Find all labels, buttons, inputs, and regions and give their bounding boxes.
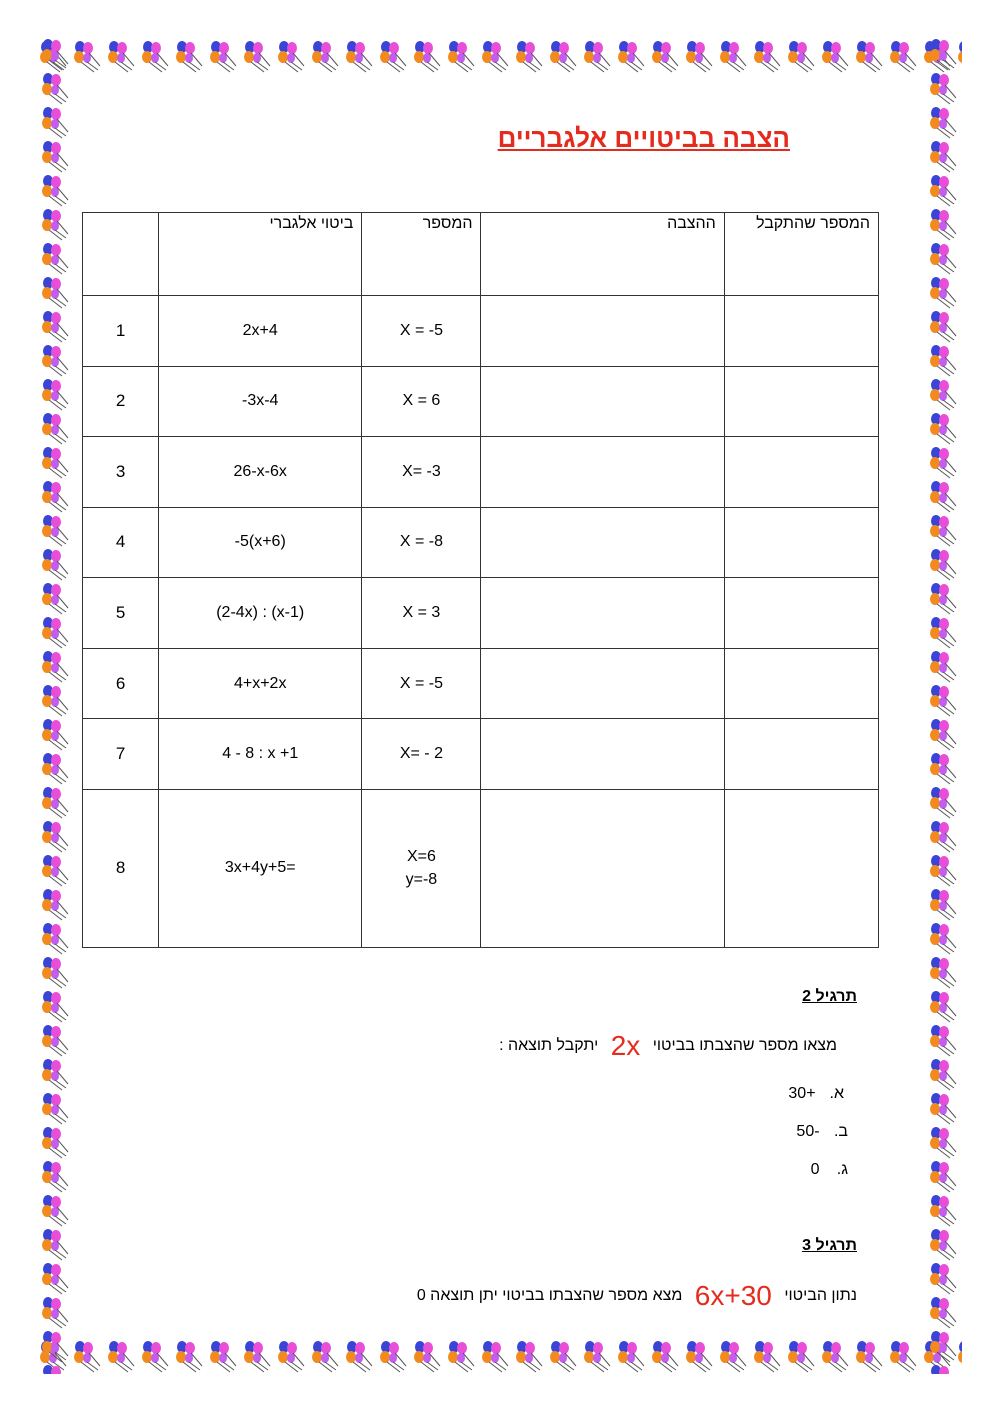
exercise-3-prompt-before: נתון הביטוי bbox=[784, 1287, 857, 1305]
row-expression: -5(x+6) bbox=[159, 507, 362, 578]
balloon-icon bbox=[652, 41, 678, 72]
substitution-cell[interactable] bbox=[481, 789, 724, 947]
row-expression: 3x+4y+5= bbox=[159, 789, 362, 947]
balloon-icon bbox=[42, 889, 68, 920]
balloon-icon bbox=[42, 481, 68, 512]
balloon-icon bbox=[930, 1025, 956, 1056]
exercise-2-option bbox=[788, 1085, 844, 1103]
balloon-icon bbox=[42, 73, 68, 104]
balloon-icon bbox=[754, 41, 780, 72]
balloon-icon bbox=[414, 41, 440, 72]
row-expression: 26-x-6x bbox=[159, 437, 362, 508]
table-header-row bbox=[83, 213, 879, 296]
substitution-cell[interactable] bbox=[481, 648, 724, 719]
balloon-icon bbox=[42, 379, 68, 410]
balloon-icon bbox=[42, 311, 68, 342]
balloon-icon bbox=[448, 41, 474, 72]
balloon-icon bbox=[516, 41, 542, 72]
balloon-icon bbox=[42, 1365, 68, 1374]
balloon-icon bbox=[42, 39, 68, 70]
option-letter: א. bbox=[829, 1085, 844, 1102]
row-number: 8 bbox=[83, 789, 159, 947]
balloon-icon bbox=[930, 719, 956, 750]
balloon-icon bbox=[930, 753, 956, 784]
header-number bbox=[83, 213, 159, 296]
balloon-icon bbox=[42, 1331, 68, 1362]
row-number: 6 bbox=[83, 648, 159, 719]
result-cell[interactable] bbox=[724, 507, 878, 578]
balloon-icon bbox=[930, 141, 956, 172]
balloon-icon bbox=[930, 243, 956, 274]
balloon-icon bbox=[42, 345, 68, 376]
exercise-2-prompt-after: יתקבל תוצאה : bbox=[499, 1037, 599, 1055]
balloon-border-bottom bbox=[38, 1338, 962, 1374]
balloon-icon bbox=[42, 447, 68, 478]
balloon-icon bbox=[42, 855, 68, 886]
balloon-icon bbox=[930, 549, 956, 580]
balloon-icon bbox=[788, 1341, 814, 1372]
balloon-icon bbox=[930, 651, 956, 682]
row-expression: (2-4x) : (x-1) bbox=[159, 578, 362, 649]
result-cell[interactable] bbox=[724, 648, 878, 719]
page-title: הצבה בביטויים אלגבריים bbox=[497, 123, 790, 153]
balloon-icon bbox=[42, 923, 68, 954]
balloon-icon bbox=[142, 41, 168, 72]
balloon-icon bbox=[108, 1341, 134, 1372]
table-row bbox=[83, 437, 879, 508]
exercise-3-prompt-after: מצא מספר שהצבתו בביטוי יתן תוצאה 0 bbox=[416, 1287, 683, 1305]
balloon-icon bbox=[42, 1025, 68, 1056]
balloon-icon bbox=[346, 41, 372, 72]
balloon-icon bbox=[42, 1263, 68, 1294]
exercise-2-prompt bbox=[499, 1030, 837, 1062]
balloon-icon bbox=[930, 923, 956, 954]
balloon-icon bbox=[930, 1297, 956, 1328]
balloon-icon bbox=[930, 209, 956, 240]
exercise-3-heading: תרגיל 3 bbox=[802, 1237, 857, 1254]
balloon-icon bbox=[42, 651, 68, 682]
substitution-cell[interactable] bbox=[481, 437, 724, 508]
balloon-icon bbox=[930, 1229, 956, 1260]
balloon-icon bbox=[930, 685, 956, 716]
balloon-border-left bbox=[38, 38, 74, 1374]
row-value: X = 3 bbox=[362, 578, 481, 649]
balloon-icon bbox=[244, 41, 270, 72]
exercise-2-prompt-before: מצאו מספר שהצבתו בביטוי bbox=[652, 1037, 837, 1055]
balloon-icon bbox=[176, 1341, 202, 1372]
balloon-icon bbox=[720, 41, 746, 72]
balloon-icon bbox=[448, 1341, 474, 1372]
balloon-icon bbox=[788, 41, 814, 72]
balloon-icon bbox=[380, 41, 406, 72]
table-row bbox=[83, 296, 879, 367]
balloon-icon bbox=[584, 1341, 610, 1372]
balloon-icon bbox=[822, 41, 848, 72]
row-expression: 4 - 8 : x +1 bbox=[159, 719, 362, 790]
row-number: 5 bbox=[83, 578, 159, 649]
balloon-icon bbox=[42, 685, 68, 716]
row-expression: -3x-4 bbox=[159, 366, 362, 437]
substitution-cell[interactable] bbox=[481, 719, 724, 790]
exercise-3-prompt bbox=[417, 1280, 857, 1312]
option-value: +30 bbox=[788, 1085, 816, 1102]
result-cell[interactable] bbox=[724, 719, 878, 790]
balloon-icon bbox=[42, 1093, 68, 1124]
balloon-icon bbox=[42, 141, 68, 172]
balloon-icon bbox=[822, 1341, 848, 1372]
result-cell[interactable] bbox=[724, 789, 878, 947]
substitution-cell[interactable] bbox=[481, 507, 724, 578]
row-value: X = 6 bbox=[362, 366, 481, 437]
balloon-icon bbox=[930, 1365, 956, 1374]
balloon-border-right bbox=[926, 38, 962, 1374]
balloon-icon bbox=[42, 277, 68, 308]
row-value: X = -5 bbox=[362, 296, 481, 367]
balloon-icon bbox=[930, 379, 956, 410]
balloon-icon bbox=[930, 515, 956, 546]
balloon-border-top bbox=[38, 38, 962, 74]
result-cell[interactable] bbox=[724, 578, 878, 649]
balloon-icon bbox=[930, 447, 956, 478]
balloon-icon bbox=[516, 1341, 542, 1372]
balloon-icon bbox=[42, 719, 68, 750]
header-result: המספר שהתקבל bbox=[724, 213, 878, 296]
option-value: -50 bbox=[796, 1123, 820, 1140]
balloon-icon bbox=[312, 1341, 338, 1372]
table-row bbox=[83, 648, 879, 719]
balloon-icon bbox=[930, 991, 956, 1022]
row-value bbox=[362, 789, 481, 947]
balloon-icon bbox=[930, 1059, 956, 1090]
balloon-icon bbox=[930, 1161, 956, 1192]
balloon-icon bbox=[278, 1341, 304, 1372]
balloon-icon bbox=[930, 1195, 956, 1226]
balloon-icon bbox=[930, 311, 956, 342]
header-expression: ביטוי אלגברי bbox=[159, 213, 362, 296]
balloon-icon bbox=[42, 753, 68, 784]
balloon-icon bbox=[930, 957, 956, 988]
balloon-icon bbox=[346, 1341, 372, 1372]
balloon-icon bbox=[930, 821, 956, 852]
balloon-icon bbox=[42, 1229, 68, 1260]
result-cell[interactable] bbox=[724, 366, 878, 437]
balloon-icon bbox=[42, 1127, 68, 1158]
row-value: X= -3 bbox=[362, 437, 481, 508]
table-row bbox=[83, 789, 879, 947]
balloon-icon bbox=[42, 787, 68, 818]
balloon-icon bbox=[42, 991, 68, 1022]
substitution-table bbox=[82, 212, 879, 948]
balloon-icon bbox=[380, 1341, 406, 1372]
row-number: 2 bbox=[83, 366, 159, 437]
row-value: X = -5 bbox=[362, 648, 481, 719]
option-letter: ב. bbox=[833, 1123, 848, 1140]
row-value: X = -8 bbox=[362, 507, 481, 578]
row-expression: 4+x+2x bbox=[159, 648, 362, 719]
header-value: המספר bbox=[362, 213, 481, 296]
balloon-icon bbox=[930, 1263, 956, 1294]
table-row bbox=[83, 366, 879, 437]
balloon-icon bbox=[176, 41, 202, 72]
balloon-icon bbox=[930, 107, 956, 138]
row-value-y: y=-8 bbox=[405, 871, 438, 889]
table-row bbox=[83, 719, 879, 790]
row-number: 4 bbox=[83, 507, 159, 578]
balloon-icon bbox=[930, 413, 956, 444]
header-substitution: ההצבה bbox=[481, 213, 724, 296]
result-cell[interactable] bbox=[724, 437, 878, 508]
result-cell[interactable] bbox=[724, 296, 878, 367]
balloon-icon bbox=[42, 175, 68, 206]
balloon-icon bbox=[930, 617, 956, 648]
balloon-icon bbox=[856, 1341, 882, 1372]
balloon-icon bbox=[930, 1127, 956, 1158]
balloon-icon bbox=[42, 617, 68, 648]
row-value-x: X=6 bbox=[406, 848, 436, 866]
substitution-cell[interactable] bbox=[481, 366, 724, 437]
balloon-icon bbox=[930, 481, 956, 512]
balloon-icon bbox=[42, 1297, 68, 1328]
substitution-cell[interactable] bbox=[481, 578, 724, 649]
balloon-icon bbox=[550, 41, 576, 72]
balloon-icon bbox=[618, 41, 644, 72]
row-number: 3 bbox=[83, 437, 159, 508]
balloon-icon bbox=[686, 41, 712, 72]
balloon-icon bbox=[930, 73, 956, 104]
balloon-icon bbox=[652, 1341, 678, 1372]
balloon-icon bbox=[584, 41, 610, 72]
balloon-icon bbox=[930, 345, 956, 376]
balloon-icon bbox=[930, 889, 956, 920]
balloon-icon bbox=[42, 1161, 68, 1192]
balloon-icon bbox=[42, 1059, 68, 1090]
balloon-icon bbox=[618, 1341, 644, 1372]
balloon-icon bbox=[74, 41, 100, 72]
exercise-3-expression: 6x+30 bbox=[694, 1280, 772, 1311]
row-number: 7 bbox=[83, 719, 159, 790]
balloon-icon bbox=[754, 1341, 780, 1372]
balloon-icon bbox=[42, 583, 68, 614]
balloon-icon bbox=[930, 39, 956, 70]
substitution-cell[interactable] bbox=[481, 296, 724, 367]
balloon-icon bbox=[930, 1093, 956, 1124]
balloon-icon bbox=[42, 1195, 68, 1226]
balloon-icon bbox=[414, 1341, 440, 1372]
exercise-2-heading: תרגיל 2 bbox=[802, 988, 857, 1005]
balloon-icon bbox=[720, 1341, 746, 1372]
balloon-icon bbox=[42, 413, 68, 444]
balloon-icon bbox=[930, 175, 956, 206]
balloon-icon bbox=[482, 1341, 508, 1372]
balloon-icon bbox=[930, 1331, 956, 1362]
balloon-icon bbox=[278, 41, 304, 72]
balloon-icon bbox=[244, 1341, 270, 1372]
balloon-icon bbox=[856, 41, 882, 72]
exercise-2-option bbox=[796, 1123, 848, 1141]
balloon-icon bbox=[42, 243, 68, 274]
exercise-2-option bbox=[811, 1161, 848, 1179]
exercise-2-expression: 2x bbox=[610, 1030, 641, 1061]
balloon-icon bbox=[930, 787, 956, 818]
balloon-icon bbox=[42, 821, 68, 852]
balloon-icon bbox=[686, 1341, 712, 1372]
table-row bbox=[83, 578, 879, 649]
row-value: X= - 2 bbox=[362, 719, 481, 790]
option-letter: ג. bbox=[836, 1161, 848, 1178]
balloon-icon bbox=[930, 855, 956, 886]
balloon-icon bbox=[550, 1341, 576, 1372]
balloon-icon bbox=[210, 1341, 236, 1372]
balloon-icon bbox=[42, 957, 68, 988]
balloon-icon bbox=[42, 209, 68, 240]
balloon-icon bbox=[108, 41, 134, 72]
balloon-icon bbox=[312, 41, 338, 72]
balloon-icon bbox=[210, 41, 236, 72]
balloon-icon bbox=[930, 277, 956, 308]
row-number: 1 bbox=[83, 296, 159, 367]
balloon-icon bbox=[142, 1341, 168, 1372]
row-expression: 2x+4 bbox=[159, 296, 362, 367]
balloon-icon bbox=[42, 107, 68, 138]
balloon-icon bbox=[482, 41, 508, 72]
balloon-icon bbox=[930, 583, 956, 614]
balloon-icon bbox=[890, 1341, 916, 1372]
balloon-icon bbox=[74, 1341, 100, 1372]
balloon-icon bbox=[890, 41, 916, 72]
balloon-icon bbox=[42, 515, 68, 546]
option-value: 0 bbox=[810, 1161, 820, 1178]
balloon-icon bbox=[42, 549, 68, 580]
table-row bbox=[83, 507, 879, 578]
